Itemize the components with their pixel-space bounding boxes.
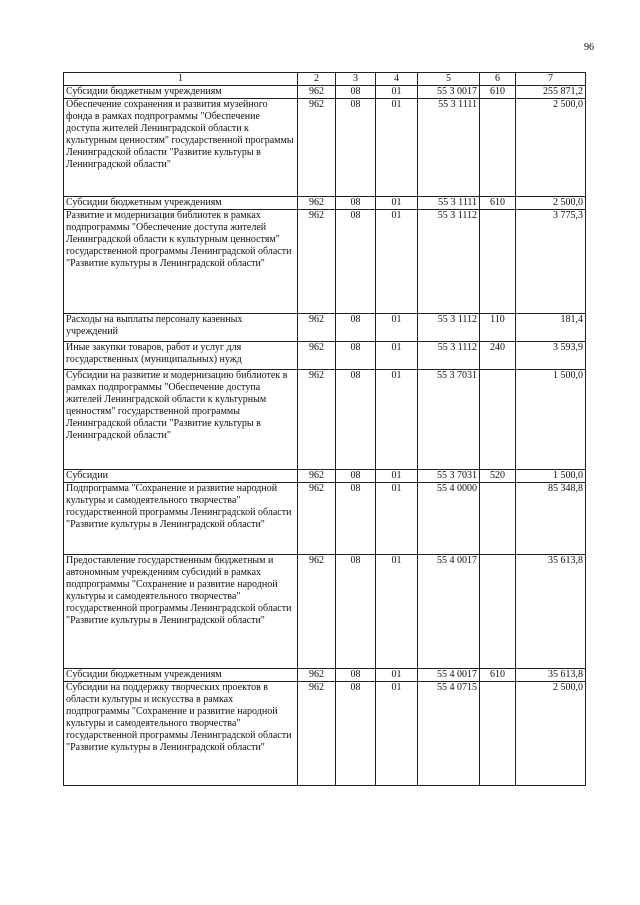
row-amount: 35 613,8 <box>516 555 586 669</box>
header-col-5: 5 <box>418 73 480 86</box>
row-target-code: 55 4 0017 <box>418 555 480 669</box>
row-section-code: 08 <box>336 555 376 669</box>
table-row <box>64 470 586 483</box>
row-expense-type: 610 <box>480 197 516 210</box>
row-subsection-code: 01 <box>376 669 418 682</box>
row-name: Развитие и модернизация библиотек в рамках подпрограммы "Обеспечение доступа жителей Ленинградской области к культурным ценностям" государственной программы Ленинградской области "Развитие культуры в Ленинградской области" <box>64 210 298 314</box>
row-section-code: 08 <box>336 370 376 470</box>
table-row <box>64 682 586 786</box>
row-expense-type: 520 <box>480 470 516 483</box>
table-row <box>64 342 586 370</box>
row-section-code: 08 <box>336 483 376 555</box>
row-section-code: 08 <box>336 86 376 99</box>
row-expense-type <box>480 99 516 197</box>
row-name: Иные закупки товаров, работ и услуг для государственных (муниципальных) нужд <box>64 342 298 370</box>
row-amount: 2 500,0 <box>516 99 586 197</box>
row-expense-type <box>480 483 516 555</box>
table-row <box>64 86 586 99</box>
row-subsection-code: 01 <box>376 86 418 99</box>
row-ministry-code: 962 <box>298 483 336 555</box>
row-amount: 255 871,2 <box>516 86 586 99</box>
row-section-code: 08 <box>336 470 376 483</box>
row-subsection-code: 01 <box>376 99 418 197</box>
header-col-1: 1 <box>64 73 298 86</box>
table-row <box>64 314 586 342</box>
header-col-6: 6 <box>480 73 516 86</box>
table-row <box>64 555 586 669</box>
row-name: Субсидии бюджетным учреждениям <box>64 197 298 210</box>
row-subsection-code: 01 <box>376 342 418 370</box>
row-target-code: 55 4 0715 <box>418 682 480 786</box>
row-ministry-code: 962 <box>298 197 336 210</box>
row-ministry-code: 962 <box>298 314 336 342</box>
row-subsection-code: 01 <box>376 555 418 669</box>
row-name: Расходы на выплаты персоналу казенных учреждений <box>64 314 298 342</box>
row-name: Обеспечение сохранения и развития музейного фонда в рамках подпрограммы "Обеспечение доступа жителей Ленинградской области к культурным ценностям" государственной программы Ленинградской области "Развитие культуры в Ленинградской области" <box>64 99 298 197</box>
row-amount: 3 775,3 <box>516 210 586 314</box>
header-col-3: 3 <box>336 73 376 86</box>
row-subsection-code: 01 <box>376 682 418 786</box>
row-amount: 1 500,0 <box>516 470 586 483</box>
row-section-code: 08 <box>336 669 376 682</box>
table-row <box>64 669 586 682</box>
row-name: Предоставление государственным бюджетным и автономным учреждениям субсидий в рамках подпрограммы "Сохранение и развитие народной культуры и самодеятельного творчества" государственной программы Ленинградской области "Развитие культуры в Ленинградской области" <box>64 555 298 669</box>
row-name: Субсидии <box>64 470 298 483</box>
row-ministry-code: 962 <box>298 342 336 370</box>
row-amount: 2 500,0 <box>516 197 586 210</box>
row-section-code: 08 <box>336 314 376 342</box>
row-expense-type: 110 <box>480 314 516 342</box>
row-expense-type: 610 <box>480 86 516 99</box>
row-ministry-code: 962 <box>298 210 336 314</box>
row-subsection-code: 01 <box>376 470 418 483</box>
row-expense-type <box>480 210 516 314</box>
row-amount: 2 500,0 <box>516 682 586 786</box>
row-name: Подпрограмма "Сохранение и развитие народной культуры и самодеятельного творчества" государственной программы Ленинградской области "Развитие культуры в Ленинградской области" <box>64 483 298 555</box>
row-ministry-code: 962 <box>298 682 336 786</box>
row-expense-type: 240 <box>480 342 516 370</box>
row-target-code: 55 4 0017 <box>418 669 480 682</box>
row-section-code: 08 <box>336 197 376 210</box>
row-ministry-code: 962 <box>298 86 336 99</box>
row-section-code: 08 <box>336 342 376 370</box>
row-subsection-code: 01 <box>376 483 418 555</box>
row-section-code: 08 <box>336 210 376 314</box>
row-amount: 3 593,9 <box>516 342 586 370</box>
row-target-code: 55 3 0017 <box>418 86 480 99</box>
row-subsection-code: 01 <box>376 197 418 210</box>
row-section-code: 08 <box>336 99 376 197</box>
page-number: 96 <box>584 42 594 53</box>
table-row <box>64 483 586 555</box>
row-target-code: 55 4 0000 <box>418 483 480 555</box>
row-subsection-code: 01 <box>376 370 418 470</box>
row-name: Субсидии на поддержку творческих проектов в области культуры и искусства в рамках подпрограммы "Сохранение и развитие народной культуры и самодеятельного творчества" государственной программы Ленинградской области "Развитие культуры в Ленинградской области" <box>64 682 298 786</box>
row-expense-type <box>480 555 516 669</box>
table-row <box>64 197 586 210</box>
row-ministry-code: 962 <box>298 669 336 682</box>
row-target-code: 55 3 1112 <box>418 342 480 370</box>
table-row <box>64 210 586 314</box>
table-row <box>64 99 586 197</box>
row-subsection-code: 01 <box>376 314 418 342</box>
row-target-code: 55 3 1112 <box>418 210 480 314</box>
row-section-code: 08 <box>336 682 376 786</box>
header-col-4: 4 <box>376 73 418 86</box>
row-amount: 85 348,8 <box>516 483 586 555</box>
budget-table <box>63 72 586 786</box>
table-row <box>64 370 586 470</box>
header-col-2: 2 <box>298 73 336 86</box>
row-ministry-code: 962 <box>298 99 336 197</box>
row-target-code: 55 3 1112 <box>418 314 480 342</box>
row-target-code: 55 3 7031 <box>418 470 480 483</box>
row-expense-type: 610 <box>480 669 516 682</box>
row-target-code: 55 3 7031 <box>418 370 480 470</box>
header-col-7: 7 <box>516 73 586 86</box>
row-expense-type <box>480 682 516 786</box>
row-ministry-code: 962 <box>298 370 336 470</box>
row-target-code: 55 3 1111 <box>418 99 480 197</box>
row-amount: 181,4 <box>516 314 586 342</box>
row-ministry-code: 962 <box>298 555 336 669</box>
row-target-code: 55 3 1111 <box>418 197 480 210</box>
row-name: Субсидии бюджетным учреждениям <box>64 669 298 682</box>
row-name: Субсидии на развитие и модернизацию библиотек в рамках подпрограммы "Обеспечение доступа жителей Ленинградской области к культурным ценностям" государственной программы Ленинградской области "Развитие культуры в Ленинградской области" <box>64 370 298 470</box>
row-expense-type <box>480 370 516 470</box>
row-name: Субсидии бюджетным учреждениям <box>64 86 298 99</box>
row-subsection-code: 01 <box>376 210 418 314</box>
table-header-row <box>64 73 586 86</box>
row-amount: 1 500,0 <box>516 370 586 470</box>
row-amount: 35 613,8 <box>516 669 586 682</box>
row-ministry-code: 962 <box>298 470 336 483</box>
